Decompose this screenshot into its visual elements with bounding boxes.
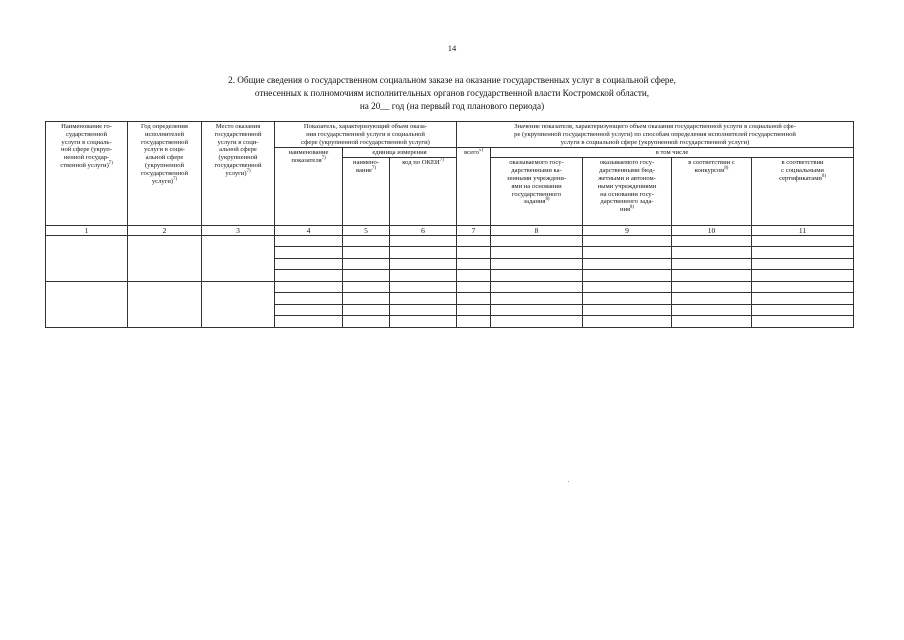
blank-cell: [491, 282, 583, 293]
blank-cell: [275, 316, 343, 328]
blank-cell: [390, 259, 457, 270]
header-col-11: в соответствии с социальными сертификатами$^{8)}$: [752, 158, 854, 226]
blank-cell: [491, 293, 583, 305]
column-number: 7: [457, 226, 491, 236]
blank-cell: [390, 282, 457, 293]
blank-cell: [390, 305, 457, 316]
blank-cell: [202, 236, 275, 282]
blank-cell: [672, 236, 752, 247]
blank-cell: [457, 305, 491, 316]
section-title: [140, 74, 764, 113]
header-col-10: в соответствии с конкурсом$^{8)}$: [672, 158, 752, 226]
page-number: 14: [447, 43, 457, 53]
blank-cell: [457, 293, 491, 305]
blank-cell: [390, 293, 457, 305]
blank-cell: [752, 305, 854, 316]
blank-cell: [491, 259, 583, 270]
blank-cell: [672, 293, 752, 305]
blank-cell: [583, 293, 672, 305]
header-col-8: оказываемого госу- дарственными ка- зенными учреждени- ями на основании государственного задания$^{8)}$: [491, 158, 583, 226]
blank-cell: [752, 259, 854, 270]
blank-cell: [343, 236, 390, 247]
blank-cell: [390, 247, 457, 259]
blank-cell: [491, 305, 583, 316]
social-order-table: [45, 121, 854, 328]
blank-cell: [583, 247, 672, 259]
title-line-2: отнесенных к полномочиям исполнительных органов государственной власти Костромской области,: [254, 88, 650, 98]
blank-cell: [672, 270, 752, 282]
blank-cell: [583, 282, 672, 293]
blank-cell: [390, 270, 457, 282]
blank-cell: [343, 305, 390, 316]
column-number: 9: [583, 226, 672, 236]
blank-cell: [275, 236, 343, 247]
blank-cell: [491, 236, 583, 247]
blank-cell: [752, 236, 854, 247]
blank-cell: [672, 247, 752, 259]
blank-cell: [128, 236, 202, 282]
blank-cell: [672, 259, 752, 270]
blank-cell: [343, 316, 390, 328]
title-line-3: на 20__ год (на первый год планового периода): [359, 101, 545, 111]
header-col-5: наимено- вание$^{7)}$: [343, 158, 390, 226]
blank-cell: [583, 259, 672, 270]
blank-cell: [583, 305, 672, 316]
blank-cell: [275, 293, 343, 305]
blank-cell: [752, 316, 854, 328]
blank-cell: [275, 259, 343, 270]
blank-cell: [275, 282, 343, 293]
header-col-4: наименование показателя$^{7)}$: [275, 148, 343, 226]
column-number: 10: [672, 226, 752, 236]
blank-cell: [457, 259, 491, 270]
header-col-1: Наименование го- сударственной услуги в социаль- ной сфере (укруп- ненной государ- ственной услуги)$^{7)}$: [46, 122, 128, 226]
header-row-1: [46, 122, 854, 148]
blank-cell: [457, 270, 491, 282]
blank-cell: [202, 282, 275, 328]
column-number: 2: [128, 226, 202, 236]
column-number: 3: [202, 226, 275, 236]
blank-cell: [275, 247, 343, 259]
blank-cell: [390, 316, 457, 328]
table-row: [46, 236, 854, 247]
blank-cell: [491, 247, 583, 259]
table-row: [46, 282, 854, 293]
blank-cell: [343, 270, 390, 282]
blank-cell: [583, 236, 672, 247]
blank-data-rows: [46, 236, 854, 328]
title-line-1: 2. Общие сведения о государственном социальном заказе на оказание государственных услуг в социальной сфере,: [228, 75, 676, 85]
column-number: 11: [752, 226, 854, 236]
blank-cell: [457, 236, 491, 247]
header-col-7: всего$^{5)}$: [457, 148, 491, 226]
column-number: 8: [491, 226, 583, 236]
column-number: 4: [275, 226, 343, 236]
blank-cell: [583, 316, 672, 328]
blank-cell: [46, 282, 128, 328]
blank-cell: [390, 236, 457, 247]
blank-cell: [752, 247, 854, 259]
header-col-9: оказываемого госу- дарственными бюд- жетными и автоном- ными учреждениями на основании госу- дарственного зада- ния$^{8)}$: [583, 158, 672, 226]
header-group-value: Значение показателя, характеризующего объем оказания государственной услуги в социальной сфе- ре (укрупненной государственной услуги) по способам определения исполнителей государственной услуги в социальной сфере (укрупненной государственной услуги): [457, 122, 854, 148]
blank-cell: [752, 282, 854, 293]
scan-speck: [568, 481, 569, 482]
header-group-unit: единица измерения: [343, 148, 457, 158]
blank-cell: [343, 282, 390, 293]
blank-cell: [583, 270, 672, 282]
blank-cell: [457, 316, 491, 328]
blank-cell: [343, 259, 390, 270]
blank-cell: [491, 316, 583, 328]
blank-cell: [457, 247, 491, 259]
blank-cell: [343, 293, 390, 305]
blank-cell: [491, 270, 583, 282]
blank-cell: [275, 305, 343, 316]
column-number-row: [46, 226, 854, 236]
column-number: 1: [46, 226, 128, 236]
column-number: 6: [390, 226, 457, 236]
blank-cell: [343, 247, 390, 259]
header-col-3: Место оказания государственной услуги в соци- альной сфере (укрупненной государственной услуги)$^{7)}$: [202, 122, 275, 226]
blank-cell: [128, 282, 202, 328]
blank-cell: [457, 282, 491, 293]
blank-cell: [672, 316, 752, 328]
header-col-6: код по ОКЕИ$^{7)}$: [390, 158, 457, 226]
blank-cell: [672, 305, 752, 316]
blank-cell: [46, 236, 128, 282]
header-col-2: Год определения исполнителей государственной услуги в соци- альной сфере (укрупненной государственной услуги)$^{7)}$: [128, 122, 202, 226]
header-group-indicator: Показатель, характеризующий объем оказа- ния государственной услуги в социальной сфере (укрупненной государственной услуги): [275, 122, 457, 148]
blank-cell: [752, 270, 854, 282]
column-number: 5: [343, 226, 390, 236]
blank-cell: [672, 282, 752, 293]
header-group-including: в том числе: [491, 148, 854, 158]
blank-cell: [275, 270, 343, 282]
blank-cell: [752, 293, 854, 305]
